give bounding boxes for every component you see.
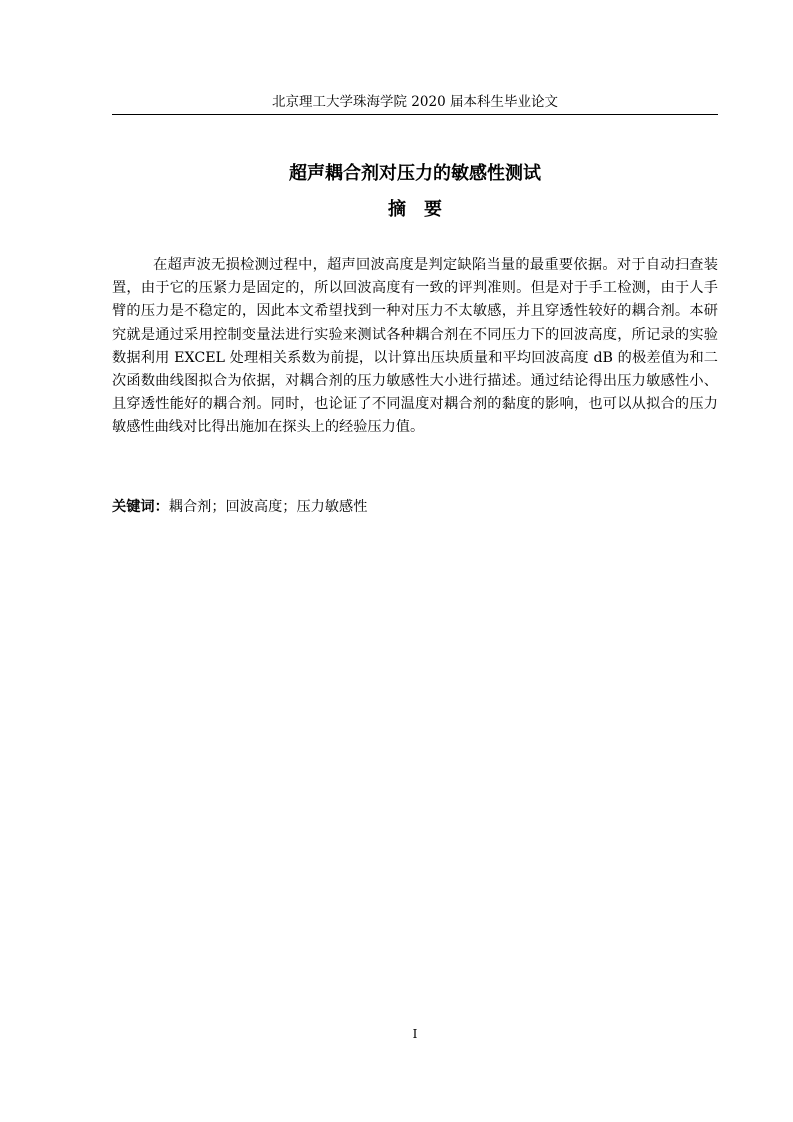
keywords	[112, 496, 718, 518]
keywords-label: 关键词：	[112, 499, 169, 515]
keywords-text: 耦合剂；回波高度；压力敏感性	[168, 499, 368, 515]
paper-title: 超声耦合剂对压力的敏感性测试	[289, 163, 541, 184]
abstract-body: 在超声波无损检测过程中，超声回波高度是判定缺陷当量的最重要依据。对于自动扫查装置，由于它的压紧力是固定的，所以回波高度有一致的评判准则。但是对于手工检测，由于人手臂的压力是不稳定的，因此本文希望找到一种对压力不太敏感，并且穿透性较好的耦合剂。本研究就是通过采用控制变量法进行实验来测试各种耦合剂在不同压力下的回波高度，所记录的实验数据利用 EXCEL 处理相关系数为前提，以计算出压块质量和平均回波高度 dB 的极差值为和二次函数曲线图拟合为依据，对耦合剂的压力敏感性大小进行描述。通过结论得出压力敏感性小、且穿透性能好的耦合剂。同时，也论证了不同温度对耦合剂的黏度的影响，也可以从拟合的压力敏感性曲线对比得出施加在探头上的经验压力值。	[112, 257, 718, 436]
page-header-text: 北京理工大学珠海学院 2020 届本科生毕业论文	[272, 94, 558, 110]
abstract-heading: 摘要	[388, 199, 460, 220]
page-number: I	[412, 1027, 418, 1041]
page-header	[112, 92, 718, 115]
